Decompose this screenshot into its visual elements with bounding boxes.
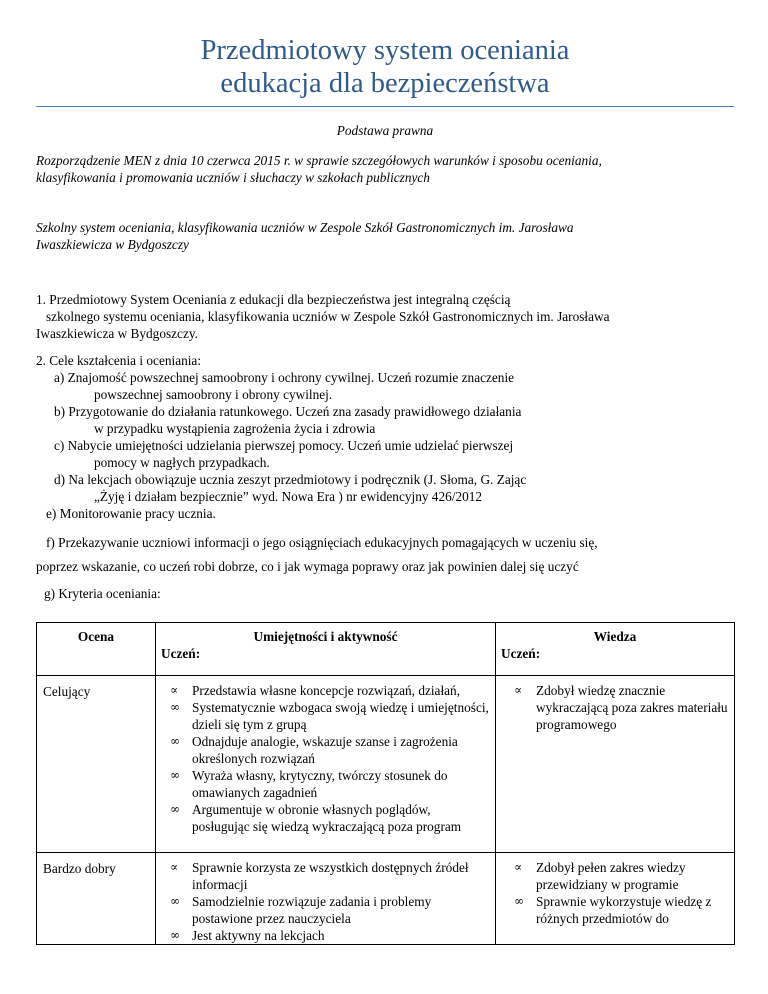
grade-cell: Bardzo dobry [37,853,156,945]
goal-f-line-1: f) Przekazywanie uczniowi informacji o jego osiągnięciach edukacyjnych pomagających w uczeniu się, [46,535,598,550]
infinity-bullet-icon: ∞ [170,894,180,908]
document-page [36,0,734,943]
list-item: d) Na lekcjach obowiązuje ucznia zeszyt przedmiotowy i podręcznik (J. Słoma, G. Zając „Żyję i działam bezpiecznie” wyd. Nowa Era ) nr ewidencyjny 426/2012 [54,472,527,504]
list-item: ∝ Zdobył pełen zakres wiedzy przewidziany w programie [514,860,686,892]
infinity-bullet-icon: ∞ [170,802,180,816]
infinity-bullet-icon: ∞ [170,700,180,714]
criteria-heading: g) Kryteria oceniania: [44,586,161,601]
list-item: ∝ Zdobył wiedzę znacznie wykraczającą poza zakres materiału programowego [514,683,728,732]
infinity-bullet-icon: ∞ [170,928,180,942]
point-1-paragraph [36,291,734,342]
header-grade: Ocena [37,623,156,676]
point-1-line-1: 1. Przedmiotowy System Oceniania z edukacji dla bezpieczeństwa jest integralną częścią [36,292,511,307]
regulation-line-1: Rozporządzenie MEN z dnia 10 czerwca 2015 r. w sprawie szczegółowych warunków i sposobu oceniania, [36,153,602,168]
legal-basis-heading: Podstawa prawna [336,123,434,138]
point-1-line-3: Iwaszkiewicza w Bydgoszczy. [36,326,198,341]
regulation-paragraph [36,152,734,186]
list-item: ∞ Jest aktywny na lekcjach [170,928,325,943]
grading-criteria-table [36,622,735,945]
skills-list [156,676,495,835]
list-item: ∞ Odnajduje analogie, wskazuje szanse i zagrożenia określonych rozwiązań [170,734,458,766]
point-2-heading: 2. Cele kształcenia i oceniania: [36,353,202,368]
list-item: a) Znajomość powszechnej samoobrony i ochrony cywilnej. Uczeń rozumie znaczenie powszechnej samoobrony i obrony cywilnej. [54,370,515,402]
knowledge-cell [496,853,735,945]
list-item: ∞ Wyraża własny, krytyczny, twórczy stosunek do omawianych zagadnień [170,768,448,800]
list-item: ∞ Sprawnie wykorzystuje wiedzę z różnych przedmiotów do [514,894,712,926]
point-1-line-2: szkolnego systemu oceniania, klasyfikowania uczniów w Zespole Szkół Gastronomicznych im. Jarosława [46,309,610,324]
point-2-section [36,352,734,522]
infinity-bullet-icon: ∞ [514,894,524,908]
header-skills: Umiejętności i aktywność Uczeń: [156,623,496,676]
list-item: ∞ Argumentuje w obronie własnych poglądów, posługując się wiedzą wykraczającą poza program [170,802,462,834]
skills-cell [156,853,496,945]
list-item: ∞ Samodzielnie rozwiązuje zadania i problemy postawione przez nauczyciela [170,894,432,926]
goal-f-line-2: poprzez wskazanie, co uczeń robi dobrze, co i jak wymaga poprawy oraz jak powinien dalej się uczyć [36,559,579,574]
list-item: ∞ Systematycznie wzbogaca swoją wiedzę i umiejętności, dzieli się tym z grupą [170,700,489,732]
document-title [36,34,734,100]
grade-cell: Celujący [37,676,156,853]
goal-e: e) Monitorowanie pracy ucznia. [46,506,216,521]
table-row [37,676,735,853]
school-system-line-1: Szkolny system oceniania, klasyfikowania uczniów w Zespole Szkół Gastronomicznych im. Jarosława [36,220,574,235]
proportional-bullet-icon: ∝ [170,683,179,697]
knowledge-cell [496,676,735,853]
skills-cell [156,676,496,853]
infinity-bullet-icon: ∞ [170,734,180,748]
title-line-2: edukacja dla bezpieczeństwa [220,68,550,99]
list-item: ∝ Przedstawia własne koncepcje rozwiązań, działań, [170,683,461,698]
table-header-row [37,623,735,676]
knowledge-list [496,853,734,927]
school-system-line-2: Iwaszkiewicza w Bydgoszczy [36,237,189,252]
proportional-bullet-icon: ∝ [514,683,523,697]
proportional-bullet-icon: ∝ [170,860,179,874]
goal-f-paragraph [36,531,734,579]
knowledge-list [496,676,734,733]
regulation-line-2: klasyfikowania i promowania uczniów i słuchaczy w szkołach publicznych [36,170,430,185]
infinity-bullet-icon: ∞ [170,768,180,782]
school-system-paragraph [36,219,734,253]
title-divider [36,106,734,107]
list-item: c) Nabycie umiejętności udzielania pierwszej pomocy. Uczeń umie udzielać pierwszej pomocy w nagłych przypadkach. [54,438,514,470]
proportional-bullet-icon: ∝ [514,860,523,874]
title-line-1: Przedmiotowy system oceniania [200,35,570,66]
table-row [37,853,735,945]
list-item: b) Przygotowanie do działania ratunkowego. Uczeń zna zasady prawidłowego działania w przypadku wystąpienia zagrożenia życia i zdrowia [54,404,522,436]
goals-list [36,369,734,505]
skills-list [156,853,495,944]
list-item: ∝ Sprawnie korzysta ze wszystkich dostępnych źródeł informacji [170,860,469,892]
header-knowledge: Wiedza Uczeń: [496,623,735,676]
